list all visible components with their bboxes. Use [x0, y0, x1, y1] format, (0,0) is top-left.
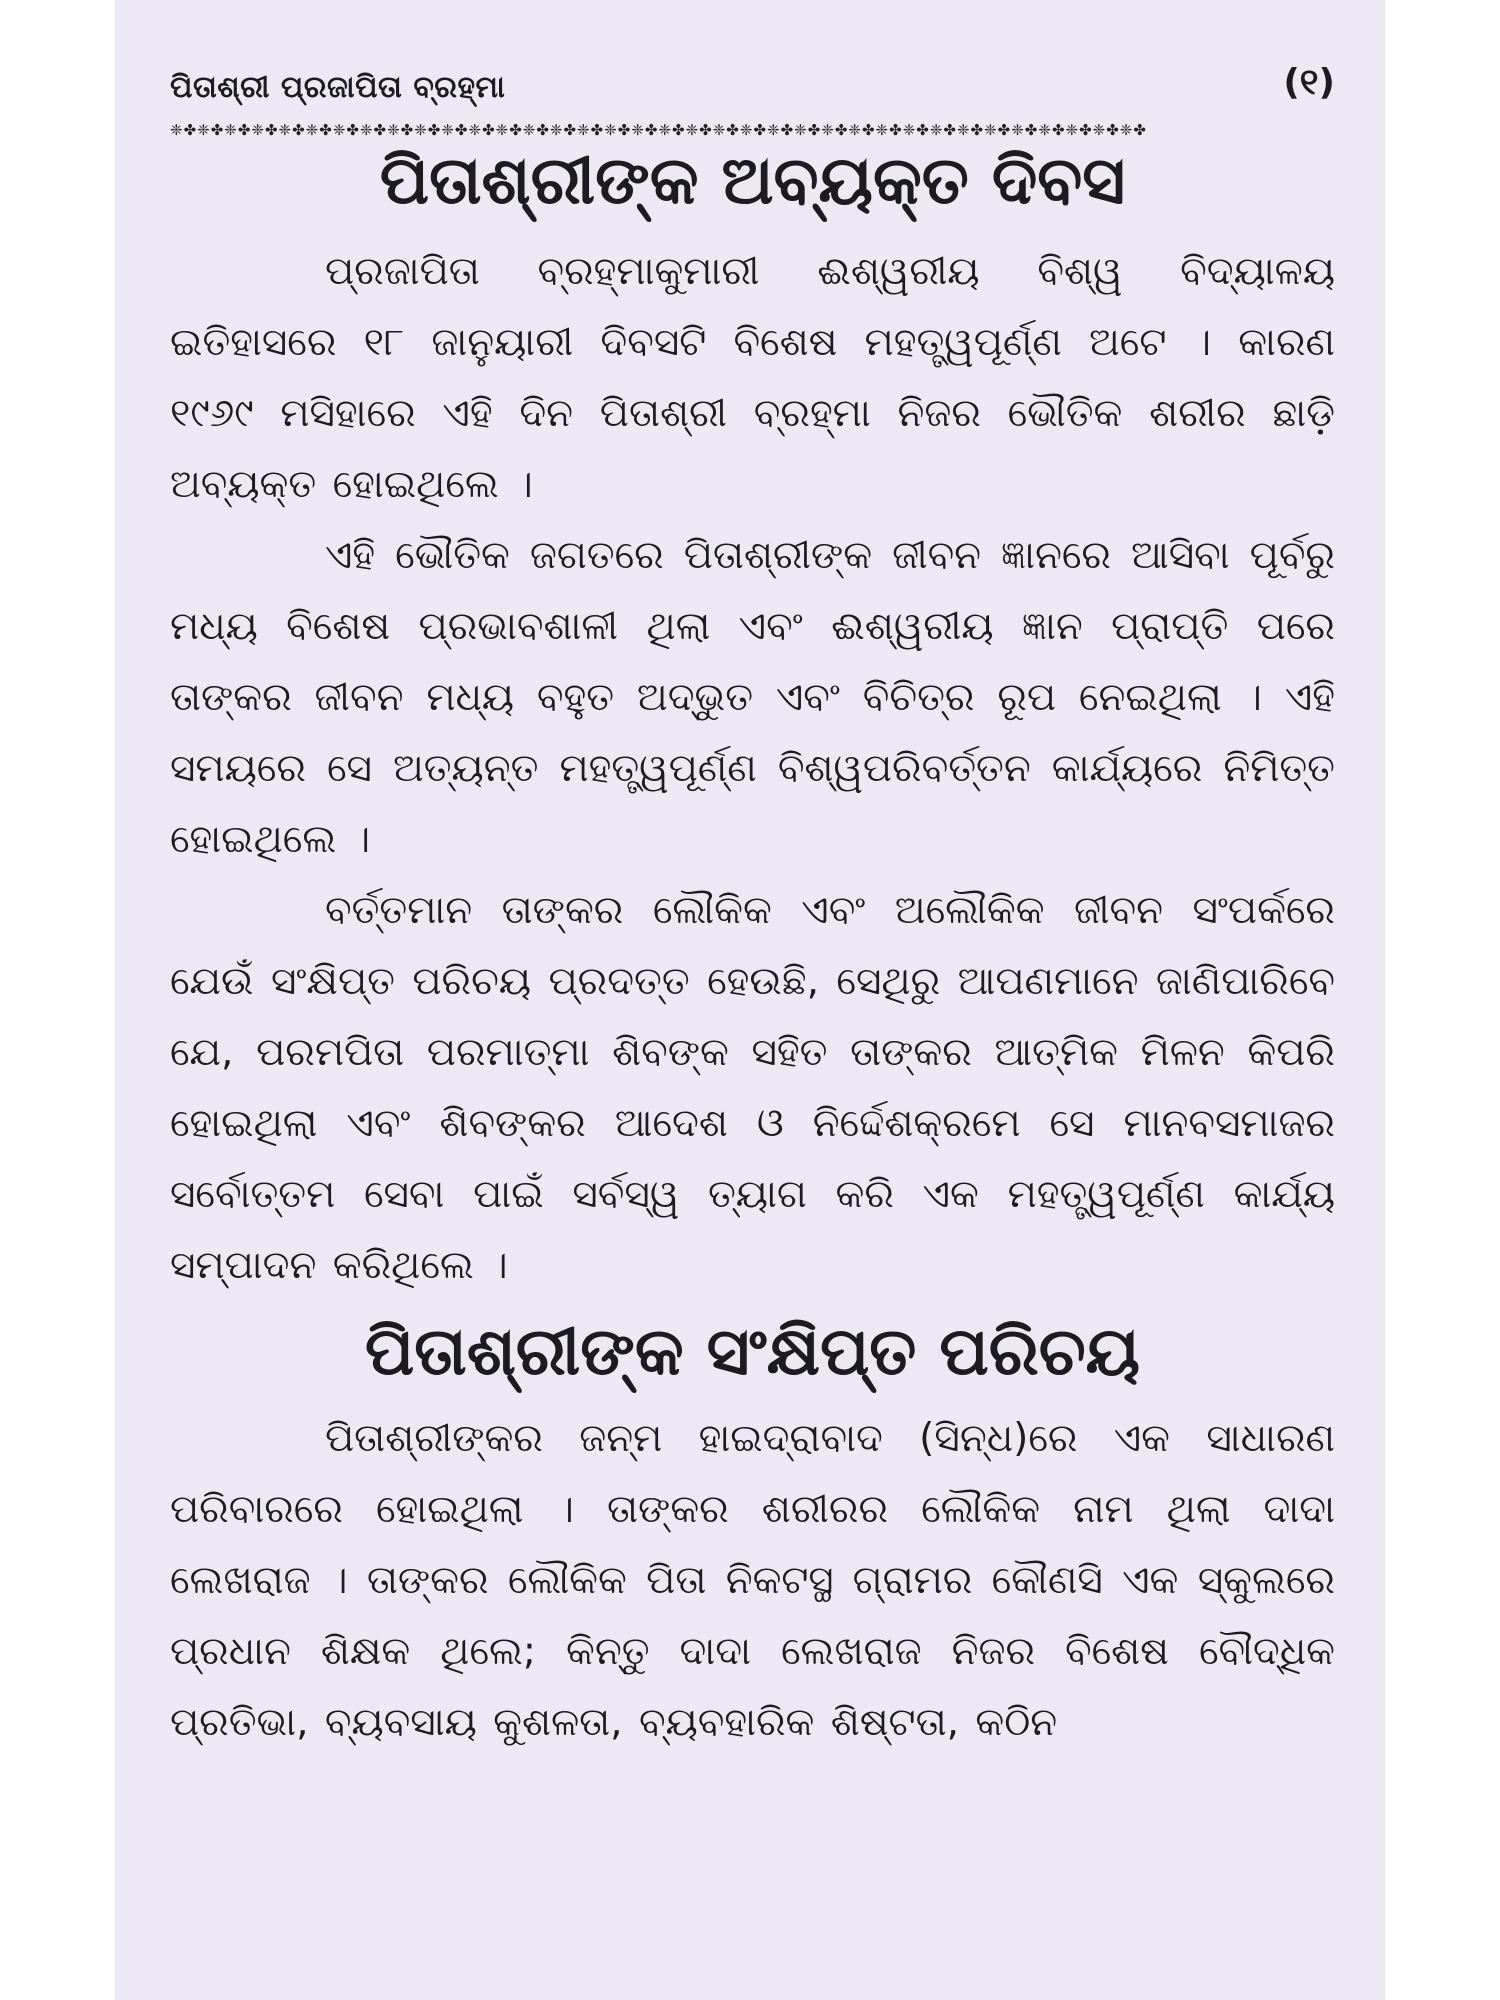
paragraph: ବର୍ତ୍ତମାନ ତାଙ୍କର ଲୌକିକ ଏବଂ ଅଲୌକିକ ଜୀବନ ସଂପର୍କରେ ଯେଉଁ ସଂକ୍ଷିପ୍ତ ପରିଚୟ ପ୍ରଦତ୍ତ ହେଉଛି, ସେଥିରୁ ଆପଣମାନେ ଜାଣିପାରିବେ ଯେ, ପରମପିତା ପରମାତ୍ମା ଶିବଙ୍କ ସହିତ ତାଙ୍କର ଆତ୍ମିକ ମିଳନ କିପରି ହୋଇଥିଲା ଏବଂ ଶିବଙ୍କର ଆଦେଶ ଓ ନିର୍ଦ୍ଦେଶକ୍ରମେ ସେ ମାନବସମାଜର ସର୍ବୋତ୍ତମ ସେବା ପାଇଁ ସର୍ବସ୍ୱ ତ୍ୟାଗ କରି ଏକ ମହତ୍ତ୍ୱପୂର୍ଣ୍ଣ କାର୍ଯ୍ୟ ସମ୍ପାଦନ କରିଥିଲେ । [170, 888, 1335, 1288]
section-heading-avyakt-divas: ପିତାଶ୍ରୀଙ୍କ ଅବ୍ୟକ୍ତ ଦିବସ [379, 142, 1126, 219]
book-page [115, 0, 1385, 2000]
section-heading-brief-intro: ପିତାଶ୍ରୀଙ୍କ ସଂକ୍ଷିପ୍ତ ପରିଚୟ [364, 1313, 1141, 1390]
paragraph: ପିତାଶ୍ରୀଙ୍କର ଜନ୍ମ ହାଇଦ୍ରାବାଦ (ସିନ୍ଧ)ରେ ଏକ ସାଧାରଣ ପରିବାରରେ ହୋଇଥିଲା । ତାଙ୍କର ଶରୀରର ଲୌକିକ ନାମ ଥିଲା ଦାଦା ଲେଖରାଜ । ତାଙ୍କର ଲୌକିକ ପିତା ନିକଟସ୍ଥ ଗ୍ରାମର କୌଣସି ଏକ ସ୍କୁଲରେ ପ୍ରଧାନ ଶିକ୍ଷକ ଥିଲେ; କିନ୍ତୁ ଦାଦା ଲେଖରାଜ ନିଜର ବିଶେଷ ବୌଦ୍ଧିକ ପ୍ରତିଭା, ବ୍ୟବସାୟ କୁଶଳତା, ବ୍ୟବହାରିକ ଶିଷ୍ଟତା, କଠିନ [170, 1416, 1335, 1745]
running-header [170, 0, 1335, 138]
ornamental-divider: ❈✤❈✤❈✤❈✤❈✤❈✤❈✤❈✤❈✤❈✤❈✤❈✤❈✤❈✤❈✤❈✤❈✤❈✤❈✤❈✤❈✤❈✤❈✤❈✤❈✤❈✤❈✤❈✤❈✤❈✤❈✤❈✤❈✤❈✤❈✤❈✤ [170, 122, 1147, 138]
page-number: (୧) [1283, 62, 1335, 103]
paragraph: ପ୍ରଜାପିତା ବ୍ରହ୍ମାକୁମାରୀ ଈଶ୍ୱରୀୟ ବିଶ୍ୱ ବିଦ୍ୟାଳୟ ଇତିହାସରେ ୧୮ ଜାନୁୟାରୀ ଦିବସଟି ବିଶେଷ ମହତ୍ତ୍ୱପୂର୍ଣ୍ଣ ଅଟେ । କାରଣ ୧୯୬୯ ମସିହାରେ ଏହି ଦିନ ପିତାଶ୍ରୀ ବ୍ରହ୍ମା ନିଜର ଭୌତିକ ଶରୀର ଛାଡ଼ି ଅବ୍ୟକ୍ତ ହୋଇଥିଲେ । [170, 249, 1335, 507]
running-title: ପିତାଶ୍ରୀ ପ୍ରଜାପିତା ବ୍ରହ୍ମା [170, 70, 506, 105]
paragraph: ଏହି ଭୌତିକ ଜଗତରେ ପିତାଶ୍ରୀଙ୍କ ଜୀବନ ଜ୍ଞାନରେ ଆସିବା ପୂର୍ବରୁ ମଧ୍ୟ ବିଶେଷ ପ୍ରଭାବଶାଳୀ ଥିଲା ଏବଂ ଈଶ୍ୱରୀୟ ଜ୍ଞାନ ପ୍ରାପ୍ତି ପରେ ତାଙ୍କର ଜୀବନ ମଧ୍ୟ ବହୁତ ଅଦ୍ଭୁତ ଏବଂ ବିଚିତ୍ର ରୂପ ନେଇଥିଲା । ଏହି ସମୟରେ ସେ ଅତ୍ୟନ୍ତ ମହତ୍ତ୍ୱପୂର୍ଣ୍ଣ ବିଶ୍ୱପରିବର୍ତ୍ତନ କାର୍ଯ୍ୟରେ ନିମିତ୍ତ ହୋଇଥିଲେ । [170, 533, 1335, 862]
